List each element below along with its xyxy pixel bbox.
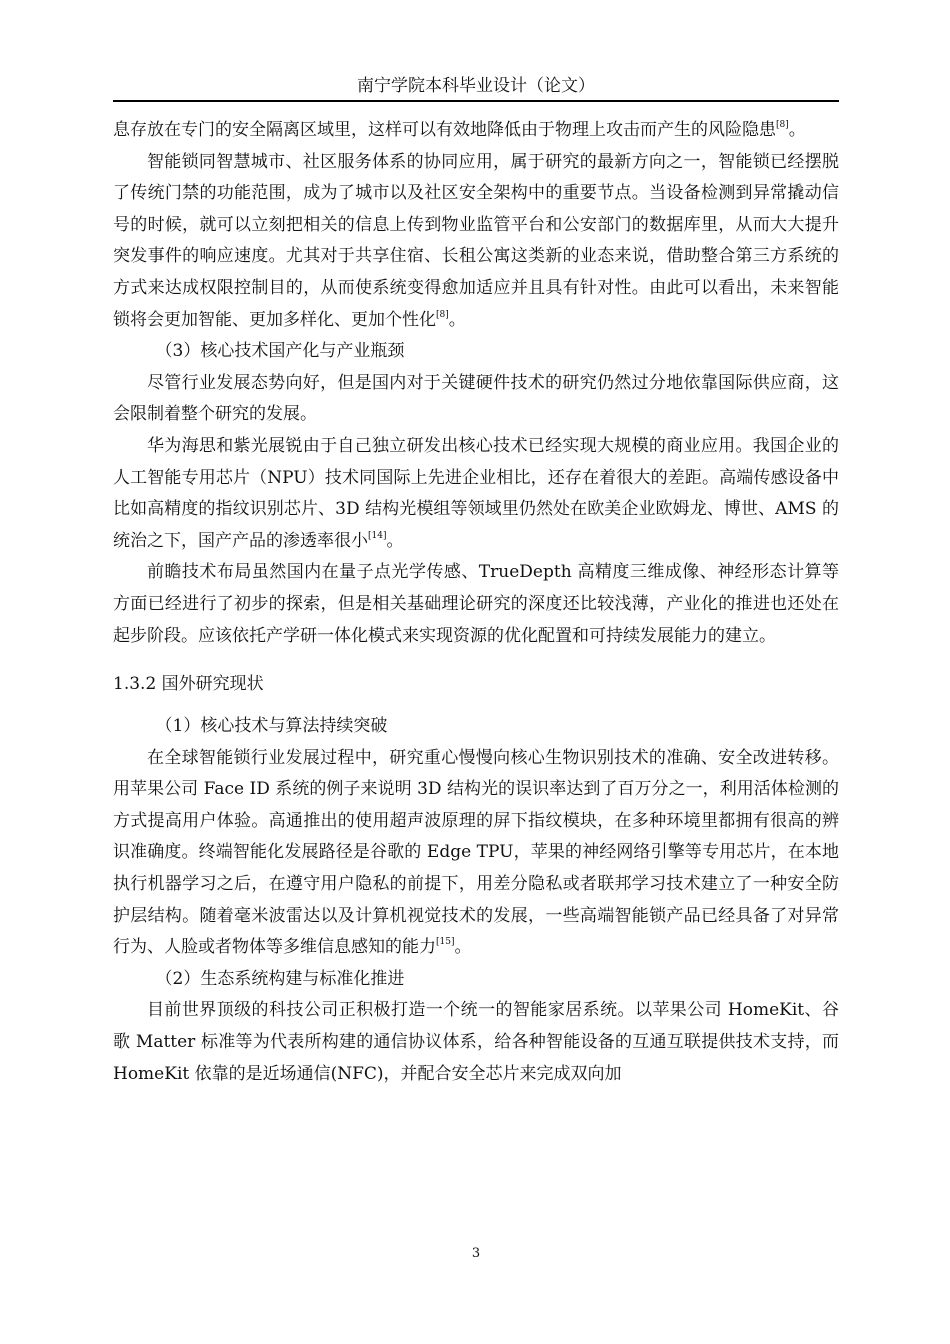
paragraph-tail: 。 [448,309,466,330]
paragraph-industry: 尽管行业发展态势向好，但是国内对于关键硬件技术的研究仍然过分地依靠国际供应商，这会限制着整个研究的发展。 [113,372,839,425]
paragraph-text: 智能锁同智慧城市、社区服务体系的协同应用，属于研究的最新方向之一，智能锁已经摆脱了传统门禁的功能范围，成为了城市以及社区安全架构中的重要节点。当设备检测到异常撬动信号的时候，就可以立刻把相关的信息上传到物业监管平台和公安部门的数据库里，从而大大提升突发事件的响应速度。尤其对于共享住宿、长租公寓这类新的业态来说，借助整合第三方系统的方式来达成权限控制目的，从而使系统变得愈加适应并且具有针对性。由此可以看出，未来智能锁将会更加智能、更加多样化、更加个性化 [113,151,839,330]
paragraph-global-biometrics [113,743,839,964]
citation: [8] [436,309,449,320]
page-number: 3 [471,1246,481,1261]
paragraph-text: 息存放在专门的安全隔离区域里，这样可以有效地降低由于物理上攻击而产生的风险隐患 [113,120,776,140]
paragraph-tail: 。 [788,120,806,140]
paragraph-tail: 。 [386,530,404,551]
paragraph-continuation [113,115,839,147]
paragraph-tail: 。 [454,937,472,958]
citation: [8] [776,120,789,130]
subheading-domestic-3: （3）核心技术国产化与产业瓶颈 [155,341,405,362]
paragraph-hisilicon [113,431,839,557]
paragraph-text: 华为海思和紫光展锐由于自己独立研发出核心技术已经实现大规模的商业应用。我国企业的人工智能专用芯片（NPU）技术同国际上先进企业相比，还存在着很大的差距。高端传感设备中比如高精度的指纹识别芯片、3D 结构光模组等领域里仍然处在欧美企业欧姆龙、博世、AMS 的统治之下，国产产品的渗透率很小 [113,435,839,551]
document-body [113,115,839,1090]
subheading-foreign-1: （1）核心技术与算法持续突破 [155,716,388,737]
running-header: 南宁学院本科毕业设计（论文） [357,76,595,96]
section-heading: 1.3.2 国外研究现状 [113,674,264,695]
paragraph-ecosystem: 目前世界顶级的科技公司正积极打造一个统一的智能家居系统。以苹果公司 HomeKit、谷歌 Matter 标准等为代表所构建的通信协议体系，给各种智能设备的互通互联提供技术支持，而 HomeKit 依靠的是近场通信(NFC)，并配合安全芯片来完成双向加 [113,1000,839,1084]
paragraph-frontier-tech: 前瞻技术布局虽然国内在量子点光学传感、TrueDepth 高精度三维成像、神经形态计算等方面已经进行了初步的探索，但是相关基础理论研究的深度还比较浅薄，产业化的推进也还处在起步阶段。应该依托产学研一体化模式来实现资源的优化配置和可持续发展能力的建立。 [113,562,839,646]
citation: [14] [368,530,387,541]
header-rule [113,100,839,102]
citation: [15] [436,937,455,948]
paragraph-smart-city [113,147,839,337]
subheading-foreign-2: （2）生态系统构建与标准化推进 [155,968,405,989]
paragraph-text: 在全球智能锁行业发展过程中，研究重心慢慢向核心生物识别技术的准确、安全改进转移。用苹果公司 Face ID 系统的例子来说明 3D 结构光的误识率达到了百万分之一，利用活体检测的方式提高用户体验。高通推出的使用超声波原理的屏下指纹模块，在多种环境里都拥有很高的辨识准确度。终端智能化发展路径是谷歌的 Edge TPU，苹果的神经网络引擎等专用芯片，在本地执行机器学习之后，在遵守用户隐私的前提下，用差分隐私或者联邦学习技术建立了一种安全防护层结构。随着毫米波雷达以及计算机视觉技术的发展，一些高端智能锁产品已经具备了对异常行为、人脸或者物体等多维信息感知的能力 [113,747,839,958]
